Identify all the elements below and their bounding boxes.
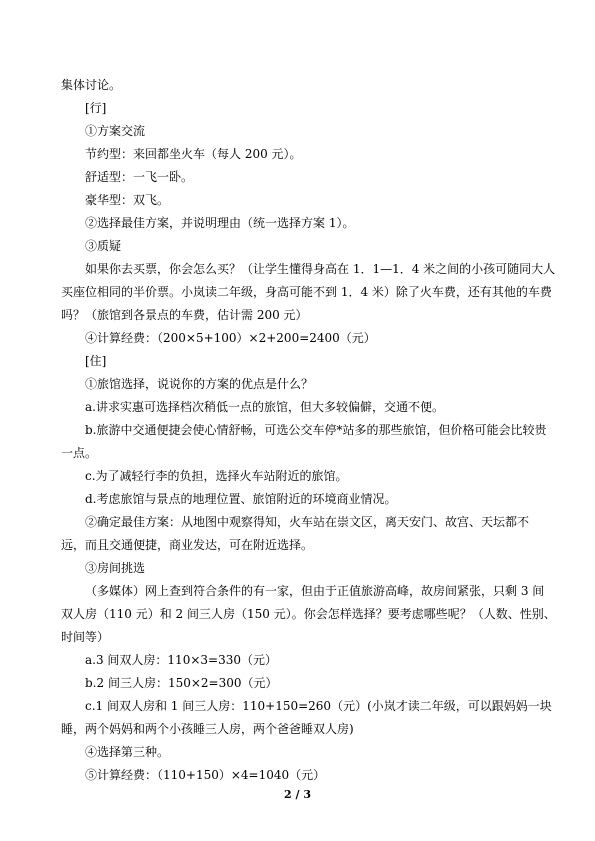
text-line: 集体讨论。	[61, 78, 122, 92]
text-line: d.考虑旅馆与景点的地理位置、旅馆附近的环境商业情况。	[85, 492, 397, 506]
text-line: b.旅游中交通便捷会使心情舒畅，可选公交车停*站多的那些旅馆，但价格可能会比较贵	[85, 423, 547, 437]
section-heading-xing: [行]	[85, 101, 107, 115]
text-line: 买座位相同的半价票。小岚读二年级，身高可能不到 1．4 米）除了火车费，还有其他的车费	[61, 285, 552, 299]
text-line: （多媒体）网上查到符合条件的有一家，但由于正值旅游高峰，故房间紧张，只剩 3 间	[85, 584, 545, 598]
text-line: a.讲求实惠可选择档次稍低一点的旅馆，但大多较偏僻，交通不便。	[85, 400, 444, 414]
text-line: ⑤计算经费：（110+150）×4=1040（元）	[85, 768, 326, 782]
text-line: 舒适型：一飞一卧。	[85, 170, 194, 184]
text-line: 双人房（110 元）和 2 间三人房（150 元）。你会怎样选择？要考虑哪些呢？（人数、性别、	[61, 607, 556, 621]
text-line: 吗？（旅馆到各景点的车费，估计需 200 元）	[61, 308, 308, 322]
text-line: ②确定最佳方案：从地图中观察得知，火车站在崇文区，离天安门、故宫、天坛都不	[85, 515, 530, 529]
text-line: b.2 间三人房：150×2=300（元）	[85, 676, 278, 690]
text-line: c.1 间双人房和 1 间三人房：110+150=260（元）(小岚才读二年级，可以跟妈妈一块	[85, 699, 552, 713]
text-line: a.3 间双人房：110×3=330（元）	[85, 653, 277, 667]
text-line: 远，而且交通便捷，商业发达，可在附近选择。	[61, 538, 314, 552]
text-line: ④计算经费：（200×5+100）×2+200=2400（元）	[85, 331, 376, 345]
text-line: 如果你去买票，你会怎么买？（让学生懂得身高在 1．1—1．4 米之间的小孩可随同大人	[85, 262, 556, 276]
text-line: ①方案交流	[85, 124, 146, 138]
page-number: 2 / 3	[284, 788, 311, 801]
text-line: ①旅馆选择，说说你的方案的优点是什么？	[85, 377, 314, 391]
text-line: ③质疑	[85, 239, 122, 253]
text-line: ②选择最佳方案，并说明理由（统一选择方案 1）。	[85, 216, 355, 230]
text-line: 睡，两个妈妈和两个小孩睡三人房，两个爸爸睡双人房)	[61, 722, 354, 736]
text-line: ③房间挑选	[85, 561, 146, 575]
text-line: 一点。	[61, 446, 98, 460]
text-line: ④选择第三种。	[85, 745, 170, 759]
section-heading-zhu: [住]	[85, 354, 107, 368]
text-line: c.为了减轻行李的负担，选择火车站附近的旅馆。	[85, 469, 348, 483]
text-line: 豪华型：双飞。	[85, 193, 170, 207]
text-line: 节约型：来回都坐火车（每人 200 元）。	[85, 147, 302, 161]
text-line: 时间等）	[61, 630, 110, 644]
